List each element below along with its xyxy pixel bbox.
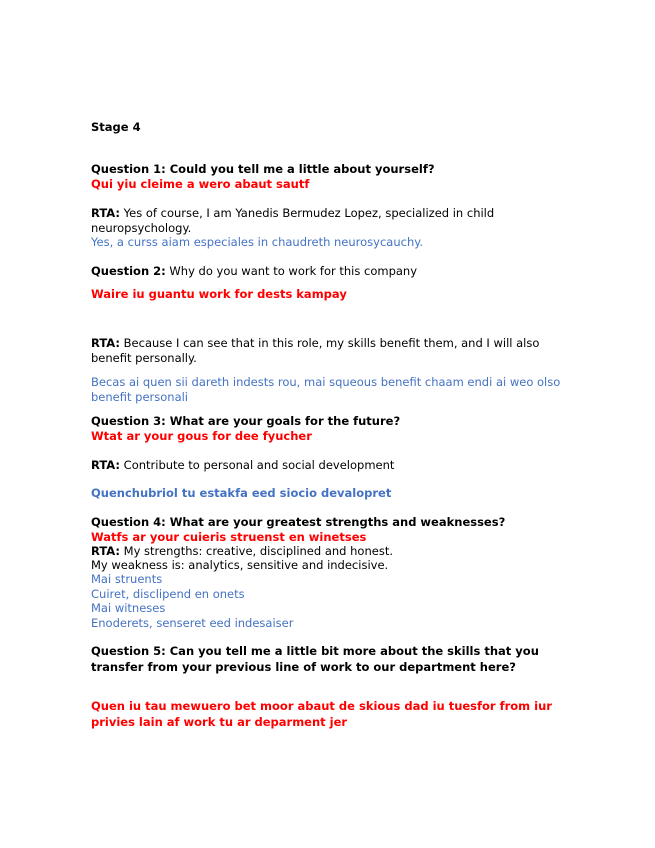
- answer-2: [91, 336, 571, 365]
- question-3-phonetic: Wtat ar your gous for dee fyucher: [91, 429, 312, 443]
- question-2: [91, 264, 571, 279]
- answer-1-text: Yes of course, I am Yanedis Bermudez Lopez, specialized in child neuropsychology.: [91, 206, 495, 235]
- answer-4-line-1: [91, 544, 571, 559]
- question-4: Question 4: What are your greatest strengths and weaknesses?: [91, 515, 506, 529]
- question-4-phonetic: Watfs ar your cuieris struenst en winetses: [91, 530, 367, 544]
- answer-4-phonetic-1: Mai struents: [91, 572, 163, 586]
- question-2-phonetic: Waire iu guantu work for dests kampay: [91, 287, 347, 301]
- answer-4-phonetic-2: Cuiret, disclipend en onets: [91, 587, 245, 601]
- answer-2-phonetic: Becas ai quen sii dareth indests rou, mai squeous benefit chaam endi ai weo olso benefit personali: [91, 375, 561, 404]
- question-3: Question 3: What are your goals for the future?: [91, 414, 401, 428]
- answer-2-text: Because I can see that in this role, my skills benefit them, and I will also benefit personally.: [91, 336, 540, 365]
- answer-4-line-2: My weakness is: analytics, sensitive and indecisive.: [91, 558, 389, 572]
- question-1: Question 1: Could you tell me a little about yourself?: [91, 162, 435, 176]
- answer-3-phonetic: Quenchubriol tu estakfa eed siocio devalopret: [91, 486, 392, 500]
- rta-label: RTA:: [91, 336, 121, 350]
- answer-1: [91, 206, 571, 235]
- answer-1-phonetic: Yes, a curss aiam especiales in chaudreth neurosycauchy.: [91, 235, 424, 249]
- question-2-label: Question 2:: [91, 264, 166, 278]
- rta-label: RTA:: [91, 206, 121, 220]
- stage-heading: Stage 4: [91, 120, 141, 134]
- answer-4-phonetic-4: Enoderets, senseret eed indesaiser: [91, 616, 294, 630]
- question-5-phonetic: Quen iu tau mewuero bet moor abaut de skious dad iu tuesfor from iur privies lain af work tu ar deparment jer: [91, 699, 552, 729]
- answer-3: [91, 458, 571, 473]
- answer-4-strengths: My strengths: creative, disciplined and honest.: [120, 544, 393, 558]
- rta-label: RTA:: [91, 458, 121, 472]
- answer-4-phonetic-3: Mai witneses: [91, 601, 166, 615]
- question-2-text: Why do you want to work for this company: [165, 264, 418, 278]
- question-1-phonetic: Qui yiu cleime a wero abaut sautf: [91, 177, 310, 191]
- rta-label: RTA:: [91, 544, 121, 558]
- question-5: Question 5: Can you tell me a little bit more about the skills that you transfer from your previous line of work to our department here?: [91, 644, 539, 674]
- answer-3-text: Contribute to personal and social development: [120, 458, 395, 472]
